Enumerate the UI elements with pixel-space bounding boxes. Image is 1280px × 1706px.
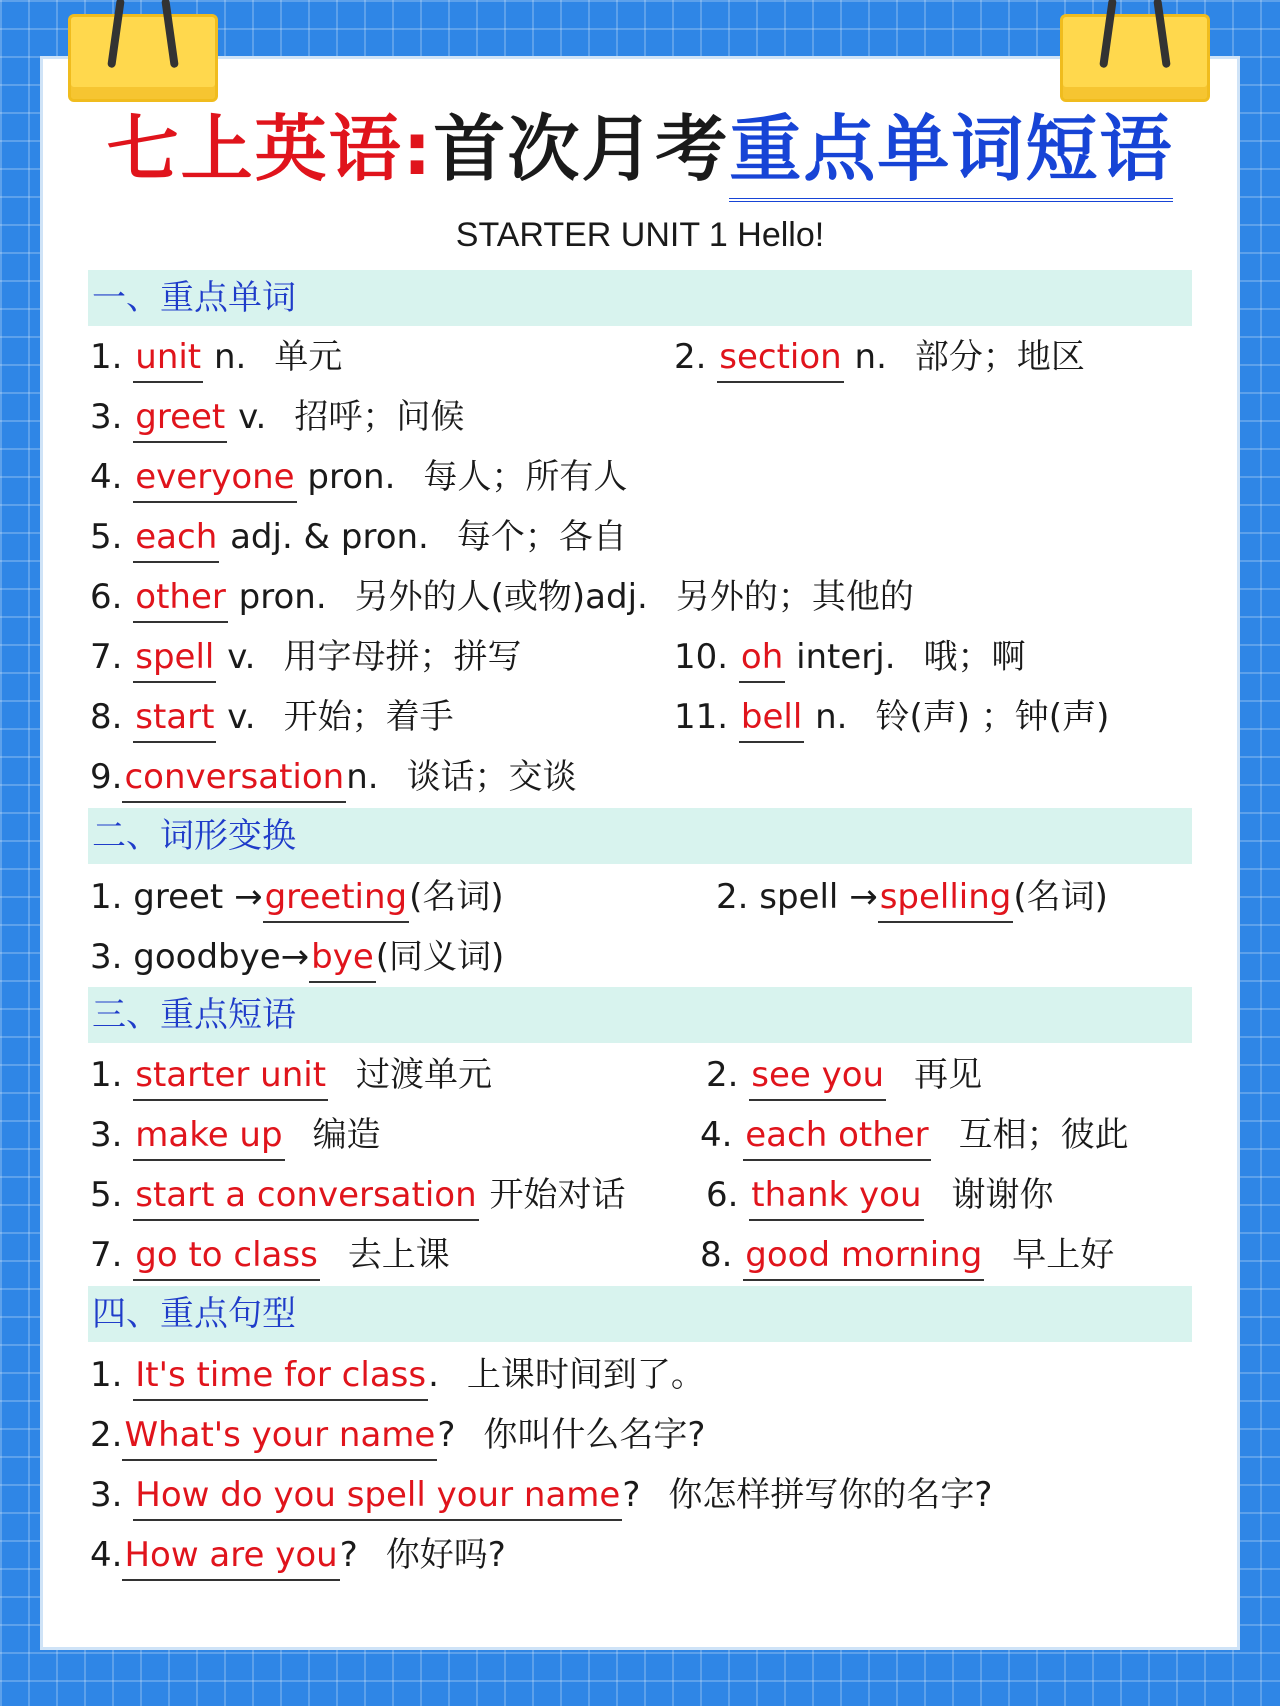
- word-item-3: 3. greet v. 招呼；问候: [90, 393, 464, 443]
- section-header-forms: 二、词形变换: [88, 808, 1192, 864]
- title-part-topic: 重点单词短语: [729, 104, 1173, 202]
- section-header-phrases: 三、重点短语: [88, 987, 1192, 1043]
- word-item-2: 2. section n. 部分；地区: [674, 333, 1085, 383]
- phrase-item-1: 1. starter unit 过渡单元: [90, 1051, 492, 1101]
- phrase-item-4: 4. each other 互相；彼此: [700, 1111, 1129, 1161]
- phrase-item-8: 8. good morning 早上好: [700, 1231, 1114, 1281]
- phrase-item-6: 6. thank you 谢谢你: [706, 1171, 1054, 1221]
- word-item-6: 6. other pron. 另外的人(或物)adj. 另外的；其他的: [90, 573, 914, 623]
- sentence-item-4: 4.How are you? 你好吗?: [90, 1531, 506, 1581]
- binder-clip-left-icon: [68, 0, 218, 110]
- form-item-1: 1. greet →greeting(名词): [90, 873, 504, 923]
- sentence-item-3: 3. How do you spell your name? 你怎样拼写你的名字?: [90, 1471, 992, 1521]
- word-item-9: 9.conversationn. 谈话；交谈: [90, 753, 577, 803]
- word-item-8: 8. start v. 开始；着手: [90, 693, 454, 743]
- word-item-10: 10. oh interj. 哦；啊: [674, 633, 1026, 683]
- unit-subtitle: STARTER UNIT 1 Hello!: [455, 216, 825, 254]
- section-header-words: 一、重点单词: [88, 270, 1192, 326]
- phrase-item-5: 5. start a conversation 开始对话: [90, 1171, 625, 1221]
- section-header-sentences: 四、重点句型: [88, 1286, 1192, 1342]
- phrase-item-7: 7. go to class 去上课: [90, 1231, 450, 1281]
- word-item-7: 7. spell v. 用字母拼；拼写: [90, 633, 521, 683]
- form-item-2: 2. spell →spelling(名词): [716, 873, 1108, 923]
- word-item-1: 1. unit n. 单元: [90, 333, 342, 383]
- title-part-grade: 七上英语:: [106, 107, 434, 191]
- form-item-3: 3. goodbye→bye(同义词): [90, 933, 504, 983]
- page-title: [0, 104, 1280, 202]
- phrase-item-2: 2. see you 再见: [706, 1051, 982, 1101]
- sentence-item-2: 2.What's your name? 你叫什么名字?: [90, 1411, 705, 1461]
- binder-clip-right-icon: [1060, 0, 1210, 110]
- word-item-5: 5. each adj. & pron. 每个；各自: [90, 513, 627, 563]
- sentence-item-1: 1. It's time for class. 上课时间到了。: [90, 1351, 705, 1401]
- phrase-item-3: 3. make up 编造: [90, 1111, 381, 1161]
- word-item-4: 4. everyone pron. 每人；所有人: [90, 453, 627, 503]
- title-part-exam: 首次月考: [433, 107, 730, 191]
- word-item-11: 11. bell n. 铃(声) ；钟(声): [674, 693, 1109, 743]
